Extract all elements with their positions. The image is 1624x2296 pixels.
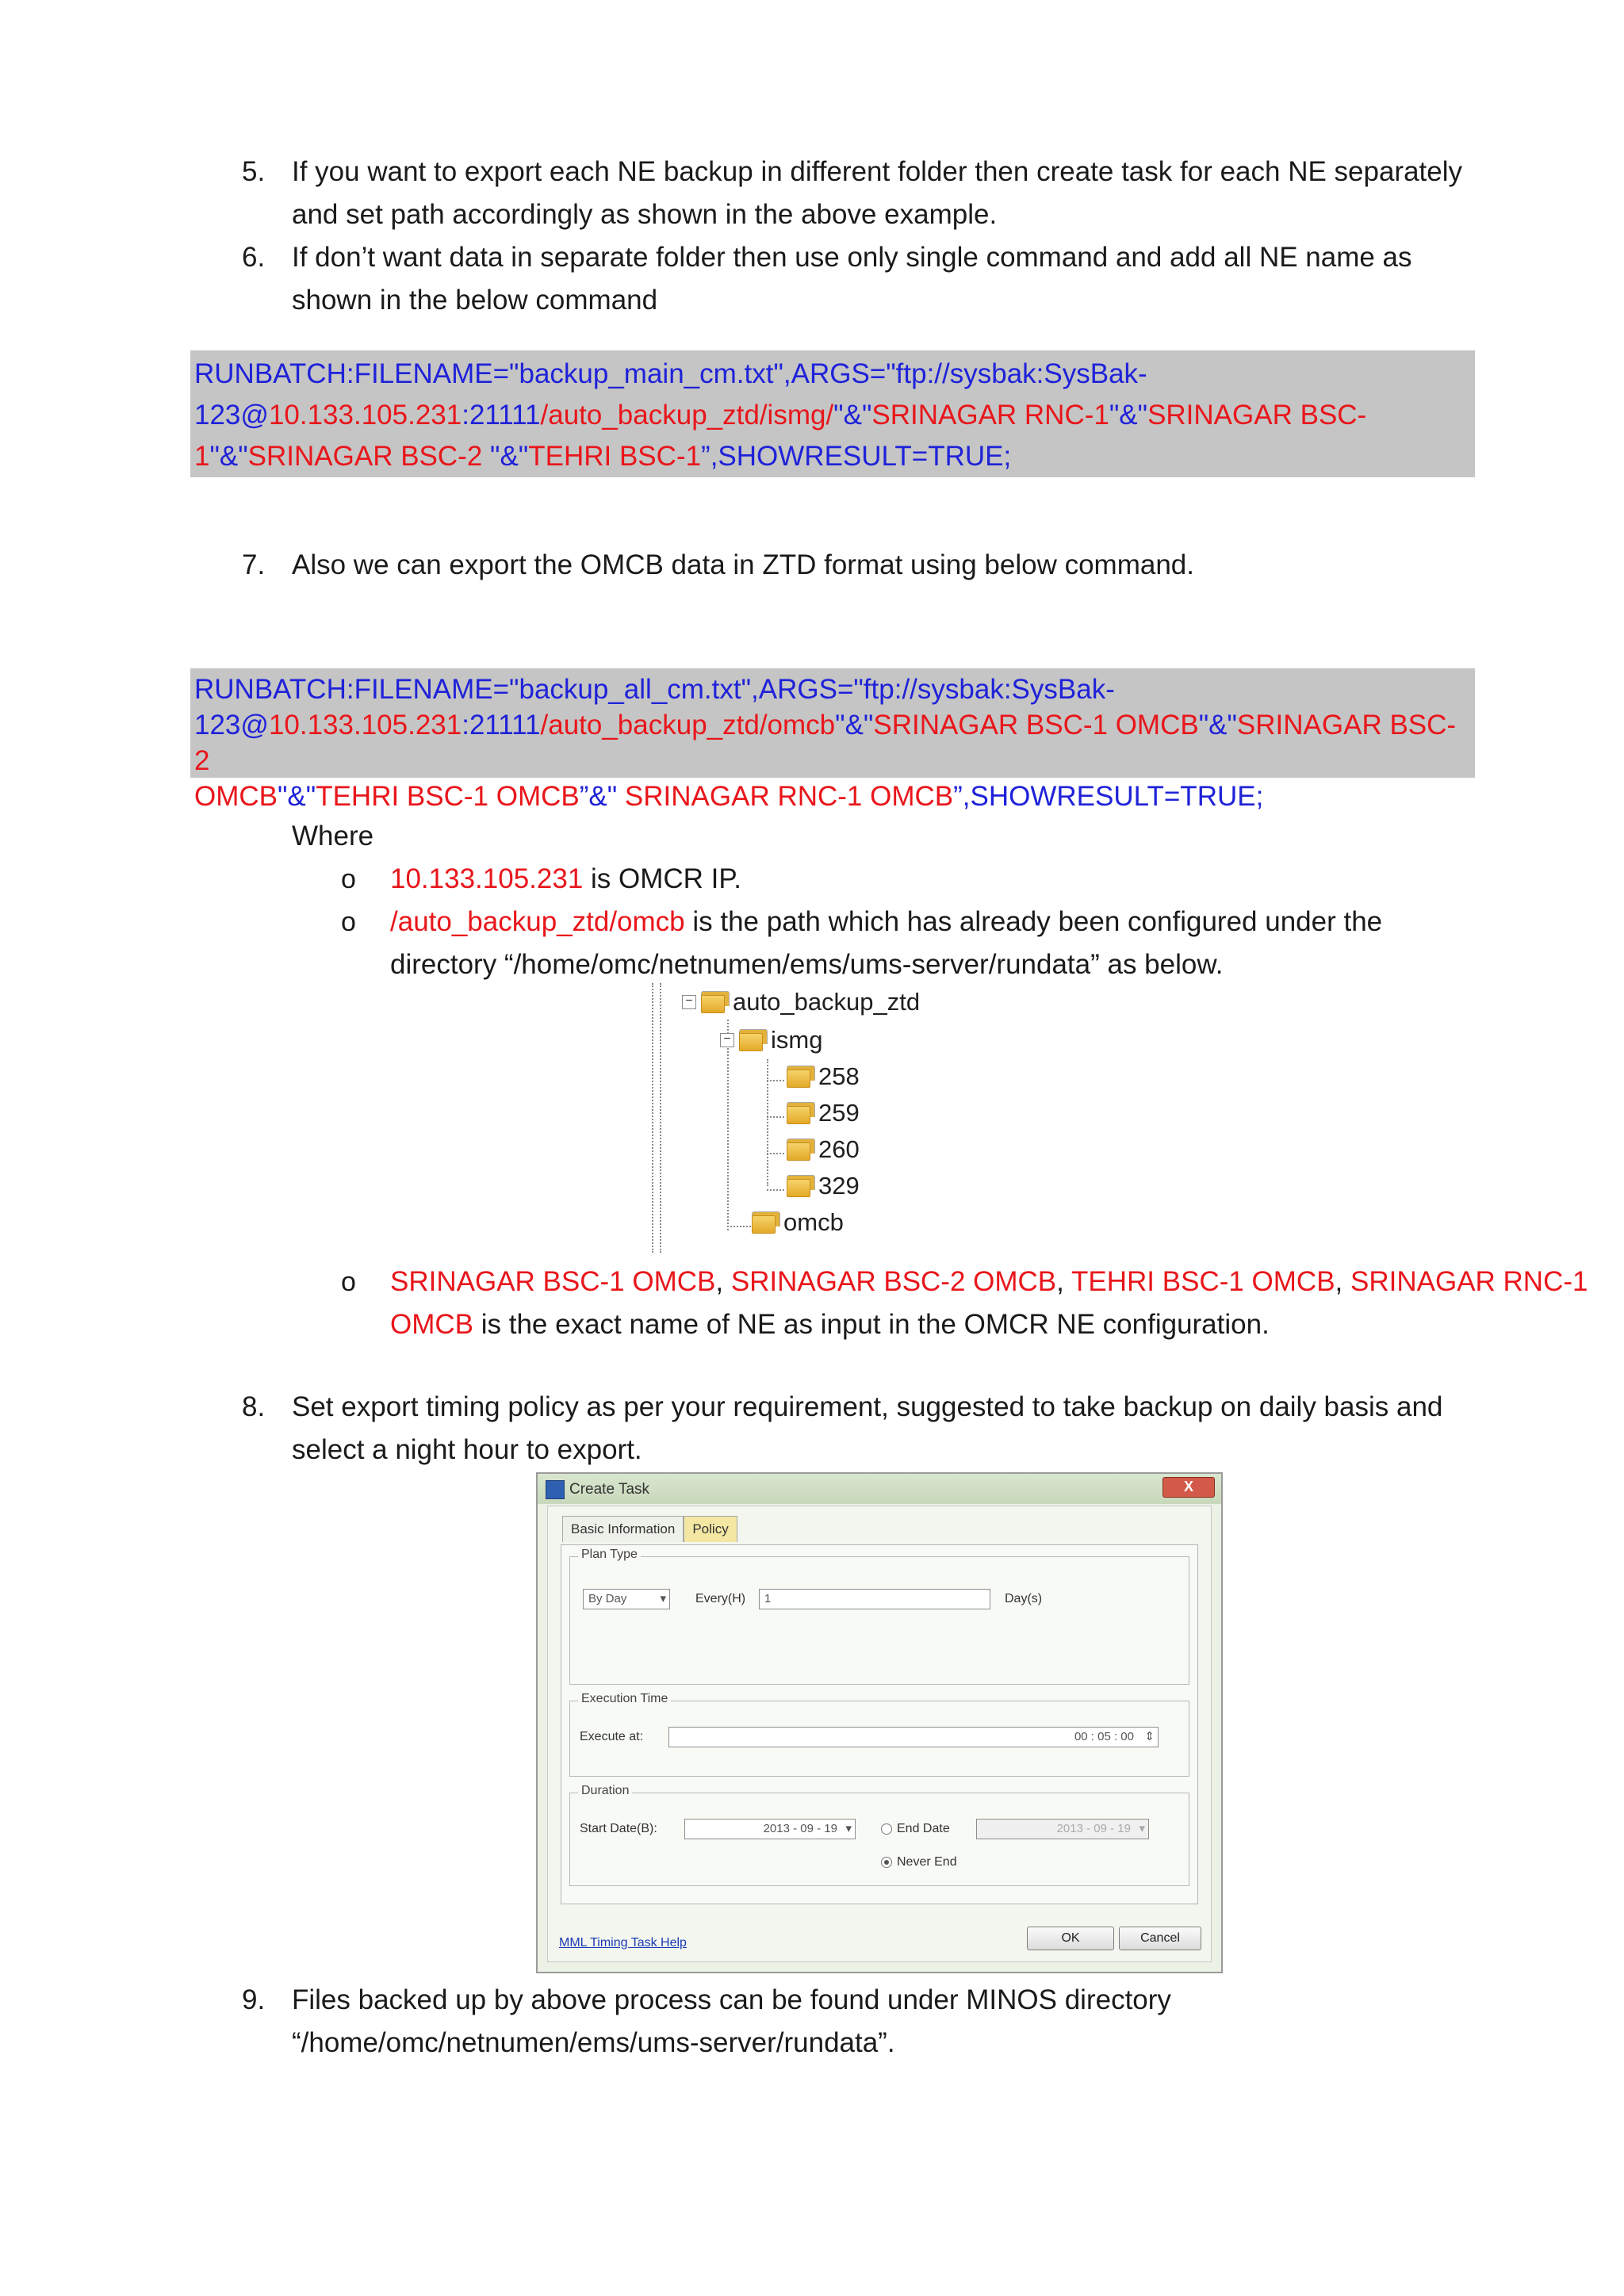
step-9-number: 9. bbox=[242, 1984, 266, 2015]
chevron-down-icon: ▾ bbox=[660, 1592, 666, 1605]
cmd2-line-2: 123@10.133.105.231:21111/auto_backup_ztd/omcb"&"SRINAGAR BSC-1 OMCB"&"SRINAGAR BSC-2 bbox=[194, 710, 1457, 776]
step-9-line-2: “/home/omc/netnumen/ems/ums-server/rundata”. bbox=[292, 2027, 895, 2058]
tree-ismg-label: ismg bbox=[771, 1026, 823, 1054]
dialog-title: Create Task bbox=[569, 1481, 650, 1498]
step-6-line-1: If don’t want data in separate folder then use only single command and add all NE name as bbox=[292, 242, 1412, 273]
bullet-3-text-line-2: OMCB is the exact name of NE as input in the OMCR NE configuration. bbox=[390, 1309, 1270, 1340]
tree-folder-259[interactable] bbox=[787, 1099, 860, 1127]
folder-tree bbox=[650, 983, 967, 1253]
tree-omcb[interactable] bbox=[752, 1208, 844, 1237]
plan-type-group bbox=[569, 1548, 1189, 1685]
cmd2-line-1: RUNBATCH:FILENAME="backup_all_cm.txt",ARGS="ftp://sysbak:SysBak- bbox=[194, 674, 1115, 705]
bullet-2-text: /auto_backup_ztd/omcb is the path which has already been configured under the bbox=[390, 906, 1383, 937]
bullet-1-text: 10.133.105.231 is OMCR IP. bbox=[390, 863, 741, 894]
policy-panel bbox=[561, 1544, 1198, 1904]
days-label: Day(s) bbox=[1005, 1592, 1043, 1605]
chevron-down-icon: ▾ bbox=[845, 1822, 852, 1835]
tree-folder-260[interactable] bbox=[787, 1135, 860, 1164]
end-date-value: 2013 - 09 - 19 bbox=[1056, 1822, 1131, 1835]
command-block-2 bbox=[190, 668, 1475, 812]
tree-omcb-label: omcb bbox=[783, 1208, 844, 1236]
step-6-number: 6. bbox=[242, 242, 266, 273]
bullet-3-text: SRINAGAR BSC-1 OMCB, SRINAGAR BSC-2 OMCB, TEHRI BSC-1 OMCB, SRINAGAR RNC-1 bbox=[390, 1266, 1588, 1297]
step-5-number: 5. bbox=[242, 156, 266, 187]
tree-folder-label: 258 bbox=[818, 1062, 860, 1090]
step-5-line-1: If you want to export each NE backup in different folder then create task for each NE separately bbox=[292, 156, 1463, 187]
folder-icon bbox=[787, 1138, 810, 1161]
never-end-label: Never End bbox=[897, 1855, 957, 1869]
collapse-icon[interactable]: − bbox=[720, 1033, 734, 1047]
spinner-icon[interactable]: ⇕ bbox=[1144, 1730, 1155, 1743]
step-6-line-2: shown in the below command bbox=[292, 285, 658, 316]
by-day-value: By Day bbox=[588, 1592, 627, 1605]
cmd1-line-2: 123@10.133.105.231:21111/auto_backup_ztd/ismg/"&"SRINAGAR RNC-1"&"SRINAGAR BSC- bbox=[194, 400, 1367, 430]
bullet-2: o bbox=[341, 907, 356, 937]
tree-root-label: auto_backup_ztd bbox=[733, 988, 921, 1016]
tab-basic-information[interactable]: Basic Information bbox=[562, 1516, 684, 1542]
step-8-line-2: select a night hour to export. bbox=[292, 1434, 642, 1465]
dialog-body bbox=[547, 1506, 1212, 1962]
folder-icon bbox=[701, 991, 725, 1013]
every-label: Every(H) bbox=[695, 1592, 746, 1605]
step-7-number: 7. bbox=[242, 549, 266, 580]
tree-folder-label: 260 bbox=[818, 1135, 860, 1163]
folder-icon bbox=[787, 1102, 810, 1124]
duration-group bbox=[569, 1784, 1189, 1886]
tree-ismg[interactable] bbox=[720, 1026, 822, 1054]
execution-time-group bbox=[569, 1692, 1189, 1777]
end-date-label: End Date bbox=[897, 1822, 950, 1835]
tree-folder-329[interactable] bbox=[787, 1172, 860, 1200]
create-task-dialog bbox=[536, 1472, 1223, 1973]
time-value: 00 : 05 : 00 bbox=[1074, 1730, 1134, 1743]
step-5-line-2: and set path accordingly as shown in the above example. bbox=[292, 199, 998, 230]
help-link[interactable]: MML Timing Task Help bbox=[559, 1936, 687, 1950]
folder-icon bbox=[739, 1029, 763, 1051]
start-date-label: Start Date(B): bbox=[580, 1822, 657, 1835]
execution-time-label: Execution Time bbox=[578, 1692, 671, 1706]
cmd2-line-3: OMCB"&"TEHRI BSC-1 OMCB”&" SRINAGAR RNC-1 OMCB”,SHOWRESULT=TRUE; bbox=[194, 781, 1264, 812]
tree-folder-label: 329 bbox=[818, 1172, 860, 1200]
bullet-1: o bbox=[341, 864, 356, 894]
command-block-1 bbox=[190, 350, 1475, 477]
by-day-select[interactable] bbox=[583, 1589, 670, 1609]
step-9-line-1: Files backed up by above process can be found under MINOS directory bbox=[292, 1984, 1171, 2015]
every-input[interactable]: 1 bbox=[759, 1589, 990, 1609]
close-button[interactable]: X bbox=[1162, 1477, 1215, 1498]
bullet-2-text-line-2: directory “/home/omc/netnumen/ems/ums-server/rundata” as below. bbox=[390, 949, 1224, 980]
tab-policy[interactable]: Policy bbox=[684, 1516, 737, 1542]
end-date-radio[interactable] bbox=[881, 1823, 892, 1835]
ok-button[interactable]: OK bbox=[1027, 1927, 1114, 1950]
start-date-picker[interactable] bbox=[684, 1819, 856, 1839]
plan-type-label: Plan Type bbox=[578, 1548, 641, 1562]
cmd1-line-3: 1"&"SRINAGAR BSC-2 "&"TEHRI BSC-1”,SHOWRESULT=TRUE; bbox=[194, 441, 1012, 472]
execute-at-label: Execute at: bbox=[580, 1730, 644, 1743]
app-icon bbox=[546, 1480, 565, 1499]
dialog-tabs bbox=[562, 1516, 737, 1542]
start-date-value: 2013 - 09 - 19 bbox=[763, 1822, 837, 1835]
execute-at-input[interactable] bbox=[668, 1727, 1159, 1747]
duration-label: Duration bbox=[578, 1784, 632, 1798]
cmd1-line-1: RUNBATCH:FILENAME="backup_main_cm.txt",ARGS="ftp://sysbak:SysBak- bbox=[194, 358, 1147, 389]
folder-icon bbox=[787, 1066, 810, 1088]
folder-icon bbox=[787, 1175, 810, 1197]
folder-icon bbox=[752, 1211, 776, 1234]
where-label: Where bbox=[292, 821, 374, 851]
cancel-button[interactable]: Cancel bbox=[1119, 1927, 1201, 1950]
tree-root[interactable] bbox=[682, 988, 920, 1016]
never-end-radio[interactable] bbox=[881, 1857, 892, 1868]
tree-folder-label: 259 bbox=[818, 1099, 860, 1127]
step-8-number: 8. bbox=[242, 1391, 266, 1422]
step-7-line-1: Also we can export the OMCB data in ZTD format using below command. bbox=[292, 549, 1194, 580]
tree-folder-258[interactable] bbox=[787, 1062, 860, 1091]
chevron-down-icon: ▾ bbox=[1139, 1822, 1145, 1835]
dialog-titlebar bbox=[538, 1474, 1221, 1504]
collapse-icon[interactable]: − bbox=[682, 995, 696, 1009]
step-8-line-1: Set export timing policy as per your requirement, suggested to take backup on daily basis and bbox=[292, 1391, 1443, 1422]
bullet-3: o bbox=[341, 1267, 356, 1297]
end-date-picker[interactable] bbox=[976, 1819, 1149, 1839]
